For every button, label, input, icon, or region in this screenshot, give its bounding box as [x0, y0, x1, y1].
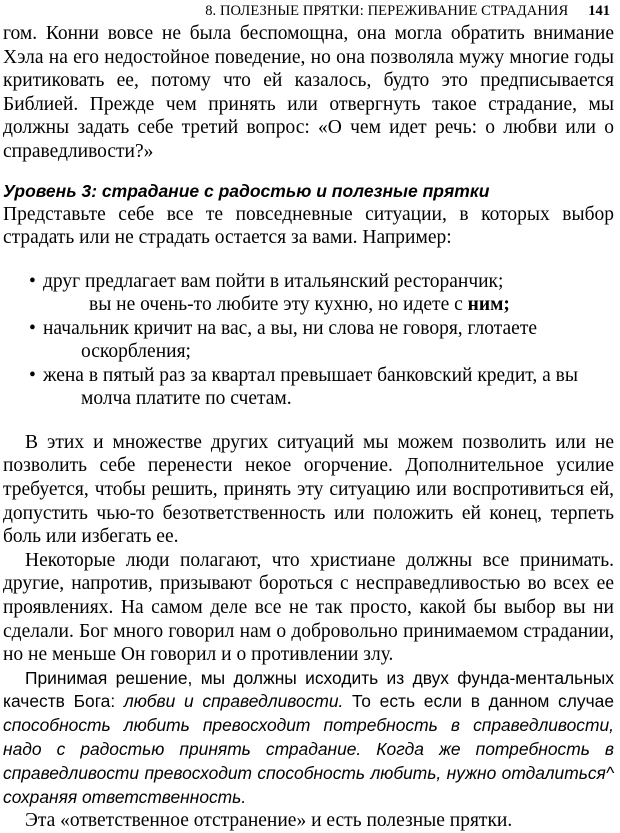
list-item [3, 270, 614, 317]
list-item-line [39, 293, 614, 317]
list-item-line: молча платите по счетам. [81, 388, 292, 410]
bullet-mark: • [29, 270, 36, 292]
emphasis-text: Принимая решение, мы должны исходить из двух фунда-ментальных качеств Бога: [3, 667, 614, 712]
emphasis-italic: любви и справедливости. [123, 691, 344, 712]
bullet-mark: • [29, 317, 36, 339]
section-heading: Уровень 3: страдание с радостью и полезные прятки [3, 180, 490, 201]
list-item [3, 364, 614, 411]
list-item-line: жена в пятый раз за квартал превышает банковский кредит, а вы [43, 364, 578, 386]
bullet-mark: • [29, 364, 36, 386]
running-title: 8. ПОЛЕЗНЫЕ ПРЯТКИ: ПЕРЕЖИВАНИЕ СТРАДАНИЯ [205, 3, 569, 19]
list-item-line: друг предлагает вам пойти в итальянский ресторанчик; [43, 270, 504, 292]
page-number: 141 [588, 3, 610, 19]
list-item-line: начальник кричит на вас, а вы, ни слова не говоря, глотаете [43, 317, 538, 339]
list-item [3, 317, 614, 364]
body-paragraph: В этих и множестве других ситуаций мы можем позволить или не позволить себе перенести некое огорчение. Дополнительное усилие требуется, чтобы решить, принять эту ситуацию или воспротивиться ей, допустить чью-то безответственность или положить ей конец, терпеть боль или избегать ее. [3, 431, 614, 548]
examples-list [3, 270, 614, 411]
emphasis-paragraph [3, 667, 614, 810]
section-intro: Представьте себе все те повседневные ситуации, в которых выбор страдать или не страдать остается за вами. Например: [3, 203, 614, 249]
list-item-line: оскорбления; [81, 341, 191, 363]
emphasis-text: То есть если в данном случае [343, 691, 614, 712]
closing-line: Эта «ответственное отстранение» и есть полезные прятки. [25, 810, 513, 832]
list-item-text: вы не очень-то любите эту кухню, но идете с [89, 294, 468, 316]
intro-paragraph: гом. Конни вовсе не была беспомощна, она могла обратить внимание Хэла на его недостойное поведение, но она позволяла мужу многие годы критиковать ее, потому что ей казалось, будто это предписывается Библией. Прежде чем принять или отвергнуть такое страдание, мы должны задать себе третий вопрос: «О чем идет речь: о любви или о справедливости?» [3, 23, 614, 162]
running-header [3, 0, 614, 22]
body-paragraph: Некоторые люди полагают, что христиане должны все принимать. другие, напротив, призывают бороться с несправедливостью во всех ее проявлениях. На самом деле все не так просто, какой бы выбор вы ни сделали. Бог много говорил нам о добровольно принимаемом страдании, но не меньше Он говорил и о противлении злу. [3, 549, 614, 666]
emphasis-italic: способность любить превосходит потребность в справедливости, надо с радостью принять страдание. Когда же потребность в справедливости превосходит способность любить, нужно отдалиться^ сохраняя ответственность. [3, 715, 614, 807]
list-item-emphasis: ним; [467, 294, 510, 316]
